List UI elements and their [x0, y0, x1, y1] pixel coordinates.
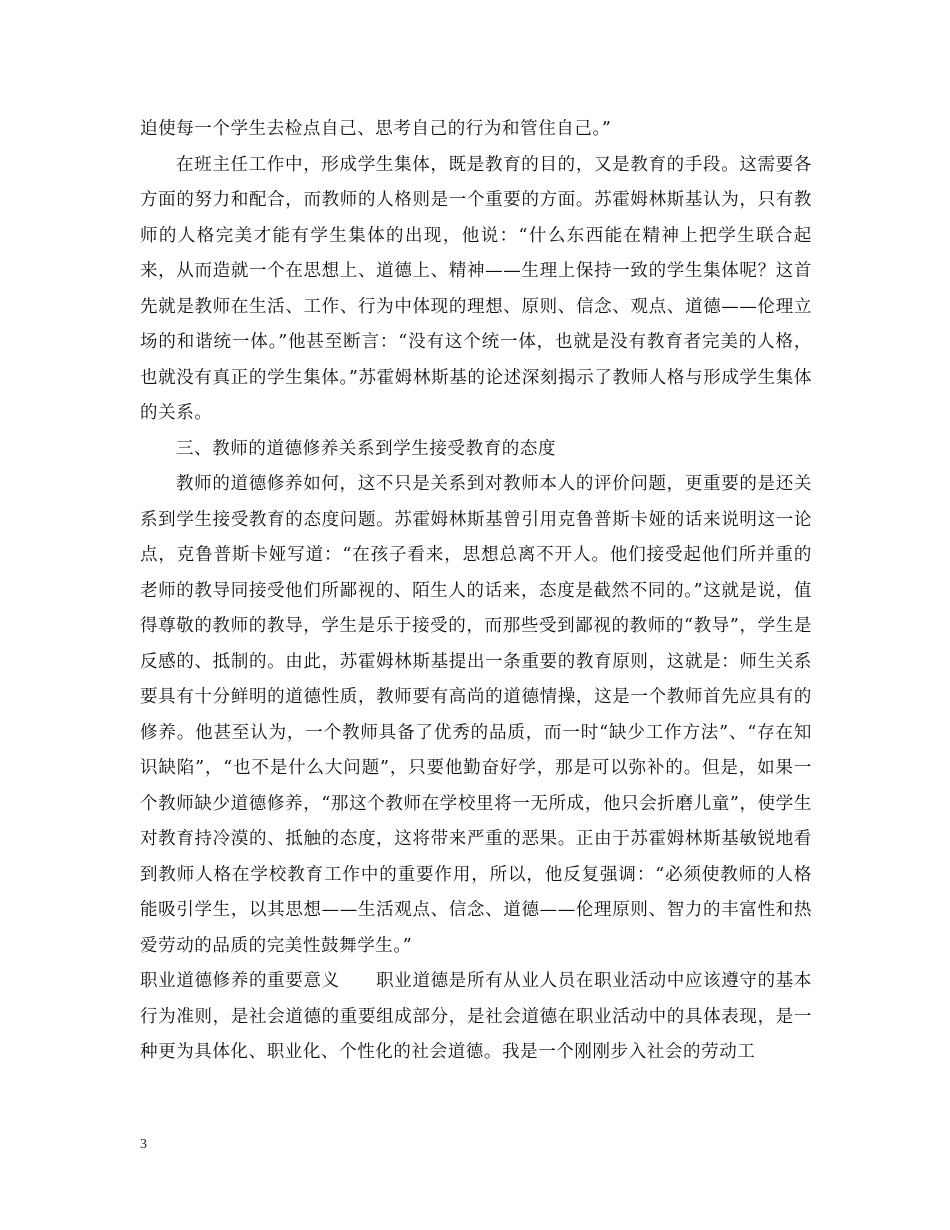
section-heading-three: 三、教师的道德修养关系到学生接受教育的态度 — [176, 438, 557, 459]
paragraph-student-collective: 在班主任工作中，形成学生集体，既是教育的目的，又是教育的手段。这需要各方面的努力和配合，而教师的人格则是一个重要的方面。苏霍姆林斯基认为，只有教师的人格完美才能有学生集体的出现，他说：“什么东西能在精神上把学生联合起来，从而造就一个在思想上、道德上、精神——生理上保持一致的学生集体呢？这首先就是教师在生活、工作、行为中体现的理想、原则、信念、观点、道德——伦理立场的和谐统一体。”他甚至断言：“没有这个统一体，也就是没有教育者完美的人格，也就没有真正的学生集体。”苏霍姆林斯基的论述深刻揭示了教师人格与形成学生集体的关系。 — [140, 154, 812, 423]
paragraph-continuation: 迫使每一个学生去检点自己、思考自己的行为和管住自己。” — [140, 119, 612, 139]
paragraph-moral-cultivation: 教师的道德修养如何，这不只是关系到对教师本人的评价问题，更重要的是还关系到学生接受教育的态度问题。苏霍姆林斯基曾引用克鲁普斯卡娅的话来说明这一论点，克鲁普斯卡娅写道：“在孩子看来，思想总离不开人。他们接受起他们所并重的老师的教导同接受他们所鄙视的、陌生人的话来，态度是截然不同的。”这就是说，值得尊敬的教师的教导，学生是乐于接受的，而那些受到鄙视的教师的“教导”，学生是反感的、抵制的。由此，苏霍姆林斯基提出一条重要的教育原则，这就是：师生关系要具有十分鲜明的道德性质，教师要有高尚的道德情操，这是一个教师首先应具有的修养。他甚至认为，一个教师具备了优秀的品质，而一时“缺少工作方法”、“存在知识缺陷”，“也不是什么大问题”，只要他勤奋好学，那是可以弥补的。但是，如果一个教师缺少道德修养，“那这个教师在学校里将一无所成，他只会折磨儿童”，使学生对教育持冷漠的、抵触的态度，这将带来严重的恶果。正由于苏霍姆林斯基敏锐地看到教师人格在学校教育工作中的重要作用，所以，他反复强调：“必须使教师的人格能吸引学生，以其思想——生活观点、信念、道德——伦理原则、智力的丰富性和热爱劳动的品质的完美性鼓舞学生。” — [140, 474, 812, 956]
body-text — [140, 112, 812, 1071]
page-number: 3 — [140, 1137, 147, 1152]
paragraph-professional-ethics: 职业道德修养的重要意义 职业道德是所有从业人员在职业活动中应该遵守的基本行为准则，是社会道德的重要组成部分，是社会道德在职业活动中的具体表现，是一种更为具体化、职业化、个性化的社会道德。我是一个刚刚步入社会的劳动工 — [140, 971, 812, 1062]
